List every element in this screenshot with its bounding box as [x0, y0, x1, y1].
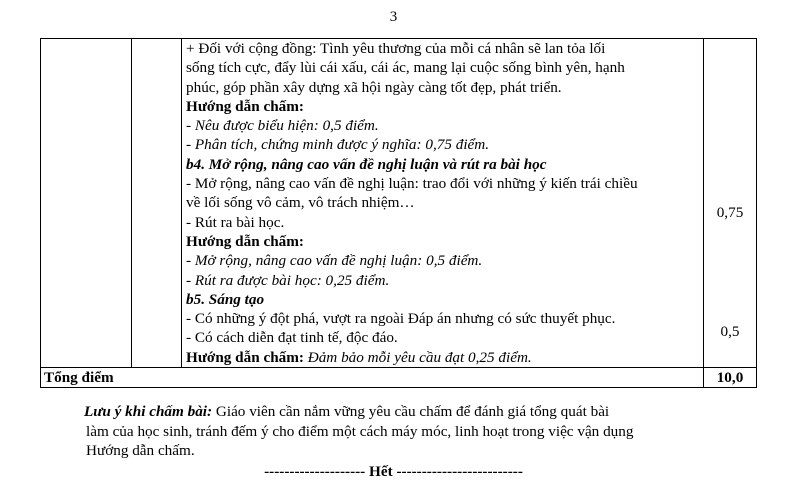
content-line: - Phân tích, chứng minh được ý nghĩa: 0,75 điểm.	[186, 136, 490, 154]
content-line: - Mở rộng, nâng cao vấn đề nghị luận: 0,5 điểm.	[186, 252, 483, 270]
content-line: - Rút ra được bài học: 0,25 điểm.	[186, 271, 390, 289]
score-b5: 0,5	[720, 323, 740, 340]
content-line: - Mở rộng, nâng cao vấn đề nghị luận: trao đổi với những ý kiến trái chiều	[186, 175, 638, 193]
content-line: b5. Sáng tạo	[186, 290, 265, 308]
content-line: về lối sống vô cảm, vô trách nhiệm…	[186, 194, 415, 212]
content-lines	[186, 39, 699, 348]
content-line: + Đối với cộng đồng: Tình yêu thương của mỗi cá nhân sẽ lan tỏa lối	[186, 40, 606, 57]
content-line: - Có cách diễn đạt tinh tế, độc đáo.	[186, 329, 398, 347]
content-line: b4. Mở rộng, nâng cao vấn đề nghị luận và rút ra bài học	[186, 155, 547, 173]
total-value: 10,0	[704, 368, 757, 388]
content-line: phúc, góp phần xây dựng xã hội ngày càng tốt đẹp, phát triển.	[186, 78, 562, 96]
total-label: Tổng điểm	[41, 368, 704, 388]
content-line: sống tích cực, đẩy lùi cái xấu, cái ác, mang lại cuộc sống bình yên, hạnh	[186, 59, 625, 77]
grading-guide-text: Đảm bảo mỗi yêu cầu đạt 0,25 điểm.	[303, 348, 532, 366]
table-cell-empty	[41, 39, 132, 368]
page-number: 3	[389, 9, 398, 25]
content-line: Hướng dẫn chấm:	[186, 232, 304, 250]
grading-guide-label: Hướng dẫn chấm:	[186, 348, 304, 366]
content-line: - Nêu được biểu hiện: 0,5 điểm.	[186, 117, 379, 135]
table-cell-empty	[132, 39, 182, 368]
note-text-1: Giáo viên cần nắm vững yêu cầu chấm để đánh giá tổng quát bài	[212, 403, 610, 420]
note-text-2: làm của học sinh, tránh đếm ý cho điểm một cách máy móc, linh hoạt trong việc vận dụng	[86, 422, 634, 440]
note-text-3: Hướng dẫn chấm.	[86, 442, 195, 459]
table-row	[41, 39, 757, 368]
note-first-line	[86, 402, 746, 422]
total-row	[41, 368, 757, 388]
note-label: Lưu ý khi chấm bài:	[84, 403, 213, 420]
content-line: Hướng dẫn chấm:	[186, 97, 304, 115]
score-cell	[704, 39, 757, 368]
grading-table	[40, 38, 757, 388]
content-line: - Rút ra bài học.	[186, 213, 285, 231]
grading-guide-final-line	[186, 348, 699, 367]
end-marker: -------------------- Hết -------------------------	[264, 463, 523, 480]
grading-note	[86, 402, 746, 461]
grading-content-cell	[182, 39, 704, 368]
score-b4: 0,75	[716, 204, 744, 221]
content-line: - Có những ý đột phá, vượt ra ngoài Đáp án nhưng có sức thuyết phục.	[186, 310, 616, 328]
